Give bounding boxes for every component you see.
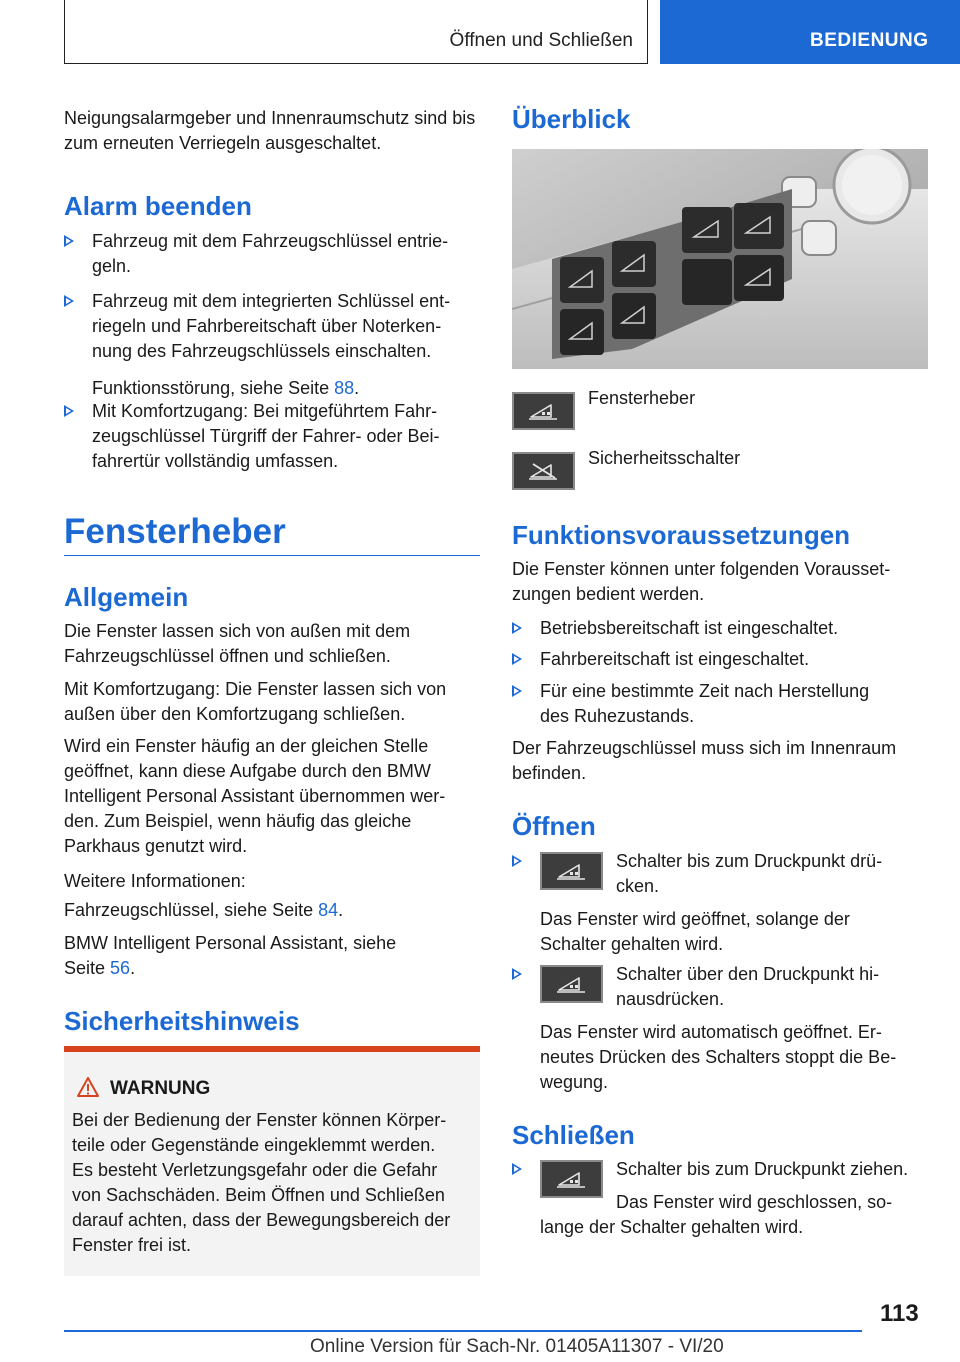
fensterheber-heading: Fensterheber bbox=[64, 512, 286, 551]
legend-fensterheber: Fensterheber bbox=[588, 388, 696, 408]
fv-list-item bbox=[512, 647, 932, 672]
bullet-triangle-icon bbox=[512, 968, 522, 980]
fv-item-text: Für eine bestimmte Zeit nach Herstellung des Ruhezustands. bbox=[540, 681, 870, 726]
oeffnen-item-note: Das Fenster wird geöffnet, solange der Schalter gehalten wird. bbox=[540, 909, 850, 954]
alarm-item-text: Fahrzeug mit dem integrierten Schlüssel ent- riegeln und Fahrbereitschaft über Noterken- nung des Fahrzeugschlüssels einschalten. bbox=[92, 291, 451, 361]
schliessen-item-note-1: Das Fenster wird geschlossen, so- bbox=[616, 1192, 893, 1212]
footer-rule bbox=[64, 1330, 862, 1332]
oeffnen-list-item bbox=[512, 962, 932, 1095]
ref-end: . bbox=[338, 900, 344, 920]
alarm-item-text: Mit Komfortzugang: Bei mitgeführtem Fahr- zeugschlüssel Türgriff der Fahrer- oder Bei- fahrertür vollständig umfassen. bbox=[92, 401, 440, 471]
bullet-triangle-icon bbox=[512, 1163, 522, 1175]
ueberblick-heading: Überblick bbox=[512, 104, 631, 134]
allgemein-p4: Weitere Informationen: bbox=[64, 871, 246, 891]
fv-outro: Der Fahrzeugschlüssel muss sich im Innenraum befinden. bbox=[512, 738, 897, 783]
alarm-item-note: Funktionsstörung, siehe Seite 88. bbox=[92, 378, 360, 398]
window-switch-legend-icon bbox=[512, 392, 575, 430]
fv-intro: Die Fenster können unter folgenden Vorausset- zungen bedient werden. bbox=[512, 559, 891, 604]
window-lifter-icon bbox=[529, 402, 559, 420]
fv-list-item bbox=[512, 679, 932, 729]
schliessen-item-note-2: lange der Schalter gehalten wird. bbox=[540, 1217, 804, 1237]
online-version-footer: Online Version für Sach-Nr. 01405A11307 - VI/20 bbox=[310, 1336, 724, 1357]
schliessen-item-text: Schalter bis zum Druckpunkt ziehen. bbox=[616, 1159, 909, 1179]
bullet-triangle-icon bbox=[512, 622, 522, 634]
page-number: 113 bbox=[880, 1300, 919, 1327]
oeffnen-item-text: Schalter über den Druckpunkt hi- nausdrücken. bbox=[616, 964, 880, 1009]
alarm-list-item bbox=[64, 289, 484, 401]
header-section-label: BEDIENUNG bbox=[810, 30, 929, 51]
oeffnen-item-note: Das Fenster wird automatisch geöffnet. Er- neutes Drücken des Schalters stoppt die Be- wegung. bbox=[540, 1022, 897, 1092]
bullet-triangle-icon bbox=[512, 855, 522, 867]
fv-item-text: Fahrbereitschaft ist eingeschaltet. bbox=[540, 649, 810, 669]
allgemein-p2: Mit Komfortzugang: Die Fenster lassen sich von außen über den Komfortzugang schließen. bbox=[64, 679, 447, 724]
legend-sicherheitsschalter: Sicherheitsschalter bbox=[588, 448, 741, 468]
allgemein-heading: Allgemein bbox=[64, 582, 189, 612]
allgemein-p6 bbox=[64, 931, 484, 981]
window-lifter-icon bbox=[557, 1170, 587, 1188]
warning-box bbox=[64, 1046, 480, 1276]
bullet-triangle-icon bbox=[512, 685, 522, 697]
warning-text: Bei der Bedienung der Fenster können Körper- teile oder Gegenstände eingeklemmt werden. Es besteht Verletzungsgefahr oder die Gefahr von Sachschäden. Beim Öffnen und Schließen darauf achten, dass der Bewegungsbereich der Fenster frei ist. bbox=[72, 1110, 451, 1255]
header-chapter: Öffnen und Schließen bbox=[449, 30, 633, 51]
header-chapter-box bbox=[64, 0, 648, 64]
funktionsvoraussetzungen-heading: Funktionsvoraussetzungen bbox=[512, 520, 851, 550]
sicherheitshinweis-heading: Sicherheitshinweis bbox=[64, 1006, 300, 1036]
window-switch-inline-icon bbox=[540, 965, 603, 1003]
window-switch-inline-icon bbox=[540, 852, 603, 890]
alarm-heading: Alarm beenden bbox=[64, 191, 252, 221]
oeffnen-heading: Öffnen bbox=[512, 811, 596, 841]
bullet-triangle-icon bbox=[64, 405, 74, 417]
ref-end: . bbox=[130, 958, 136, 978]
bullet-triangle-icon bbox=[512, 653, 522, 665]
note-text: Funktionsstörung, siehe Seite bbox=[92, 378, 335, 398]
fv-list-item bbox=[512, 616, 932, 641]
ref-text: BMW Intelligent Personal Assistant, siehe Seite bbox=[64, 933, 397, 978]
alarm-item-text: Fahrzeug mit dem Fahrzeugschlüssel entrie- geln. bbox=[92, 231, 449, 276]
window-switch-inline-icon bbox=[540, 1160, 603, 1198]
schliessen-list-item bbox=[512, 1157, 932, 1240]
fv-item-text: Betriebsbereitschaft ist eingeschaltet. bbox=[540, 618, 839, 638]
oeffnen-list-item bbox=[512, 849, 932, 957]
intro-text: Neigungsalarmgeber und Innenraumschutz sind bis zum erneuten Verriegeln ausgeschaltet. bbox=[64, 108, 476, 153]
alarm-list-item bbox=[64, 229, 484, 279]
warning-triangle-icon bbox=[76, 1076, 100, 1098]
warning-title: WARNUNG bbox=[110, 1078, 211, 1099]
oeffnen-item-text: Schalter bis zum Druckpunkt drü- cken. bbox=[616, 851, 883, 896]
page-link-88[interactable]: 88 bbox=[334, 378, 355, 398]
page-link-56[interactable]: 56 bbox=[110, 958, 131, 978]
ref-text: Fahrzeugschlüssel, siehe Seite bbox=[64, 900, 319, 920]
window-lifter-icon bbox=[557, 862, 587, 880]
alarm-list-item bbox=[64, 399, 484, 474]
page-link-84[interactable]: 84 bbox=[318, 900, 339, 920]
heading-rule bbox=[64, 555, 480, 556]
safety-switch-legend-icon bbox=[512, 452, 575, 490]
allgemein-p5 bbox=[64, 898, 484, 923]
safety-switch-icon bbox=[529, 462, 559, 480]
allgemein-p1: Die Fenster lassen sich von außen mit dem Fahrzeugschlüssel öffnen und schließen. bbox=[64, 621, 411, 666]
allgemein-p3: Wird ein Fenster häufig an der gleichen Stelle geöffnet, kann diese Aufgabe durch den BMW Intelligent Personal Assistant übernommen wer- den. Zum Beispiel, wenn häufig das gleiche Parkhaus genutzt wird. bbox=[64, 736, 446, 856]
header-section-tab[interactable] bbox=[660, 0, 960, 64]
bullet-triangle-icon bbox=[64, 295, 74, 307]
schliessen-heading: Schließen bbox=[512, 1120, 635, 1150]
window-lifter-icon bbox=[557, 975, 587, 993]
window-switch-photo bbox=[512, 149, 928, 369]
bullet-triangle-icon bbox=[64, 235, 74, 247]
